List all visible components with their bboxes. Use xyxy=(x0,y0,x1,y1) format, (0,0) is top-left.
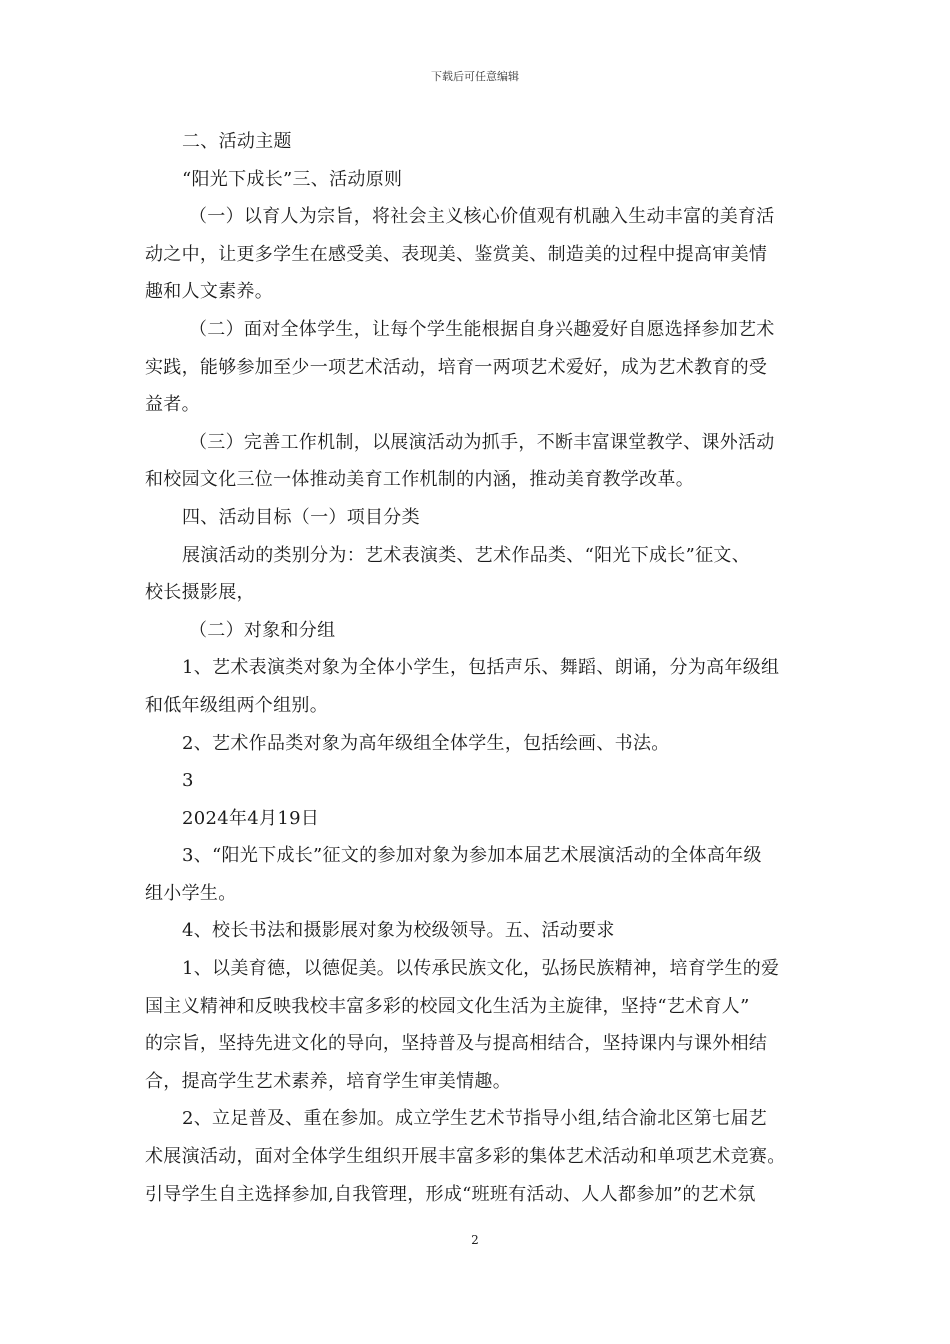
page-number: 2 xyxy=(471,1233,479,1247)
text-line: 二、活动主题 xyxy=(182,131,292,152)
text-line: 趣和人文素养。 xyxy=(145,281,274,303)
text-line: 四、活动目标（一）项目分类 xyxy=(182,506,420,528)
text-line: 的宗旨，坚持先进文化的导向，坚持普及与提高相结合，坚持课内与课外相结 xyxy=(145,1033,768,1055)
text-line: 3 xyxy=(182,770,194,792)
text-line: 术展演活动，面对全体学生组织开展丰富多彩的集体艺术活动和单项艺术竞赛。 xyxy=(145,1146,786,1168)
text-line: 展演活动的类别分为：艺术表演类、艺术作品类、“阳光下成长”征文、 xyxy=(182,544,751,566)
text-line: （三）完善工作机制，以展演活动为抓手，不断丰富课堂教学、课外活动 xyxy=(189,431,775,453)
text-line: 4、校长书法和摄影展对象为校级领导。五、活动要求 xyxy=(182,920,615,942)
text-line: 引导学生自主选择参加,自我管理，形成“班班有活动、人人都参加”的艺术氛 xyxy=(145,1183,756,1205)
text-line: 国主义精神和反映我校丰富多彩的校园文化生活为主旋律，坚持“艺术育人” xyxy=(145,995,750,1017)
text-line: “阳光下成长”三、活动原则 xyxy=(182,168,403,190)
text-line: 合，提高学生艺术素养，培育学生审美情趣。 xyxy=(145,1070,511,1092)
text-line: 益者。 xyxy=(145,394,200,416)
text-line: 3、“阳光下成长”征文的参加对象为参加本届艺术展演活动的全体高年级 xyxy=(182,845,762,867)
text-line: 1、艺术表演类对象为全体小学生，包括声乐、舞蹈、朗诵，分为高年级组 xyxy=(182,657,780,679)
text-line: （一）以育人为宗旨，将社会主义核心价值观有机融入生动丰富的美育活 xyxy=(189,206,775,228)
text-line: 和校园文化三位一体推动美育工作机制的内涵，推动美育教学改革。 xyxy=(145,469,694,491)
text-line: 校长摄影展， xyxy=(145,582,255,604)
text-line: 动之中，让更多学生在感受美、表现美、鉴赏美、制造美的过程中提高审美情 xyxy=(145,243,768,265)
text-line: （二）面对全体学生，让每个学生能根据自身兴趣爱好自愿选择参加艺术 xyxy=(189,318,775,340)
text-line: 和低年级组两个组别。 xyxy=(145,694,328,716)
text-line: （二）对象和分组 xyxy=(189,619,336,641)
document-body xyxy=(145,123,805,1213)
text-line: 2、艺术作品类对象为高年级组全体学生，包括绘画、书法。 xyxy=(182,732,670,754)
text-line: 2024年4月19日 xyxy=(182,807,320,829)
page-header: 下载后可任意编辑 xyxy=(431,70,519,83)
text-line: 实践，能够参加至少一项艺术活动，培育一两项艺术爱好，成为艺术教育的受 xyxy=(145,356,768,378)
text-line: 组小学生。 xyxy=(145,882,237,904)
text-line: 2、立足普及、重在参加。成立学生艺术节指导小组,结合渝北区第七届艺 xyxy=(182,1108,768,1130)
text-line: 1、以美育德，以德促美。以传承民族文化，弘扬民族精神，培育学生的爱 xyxy=(182,958,780,980)
